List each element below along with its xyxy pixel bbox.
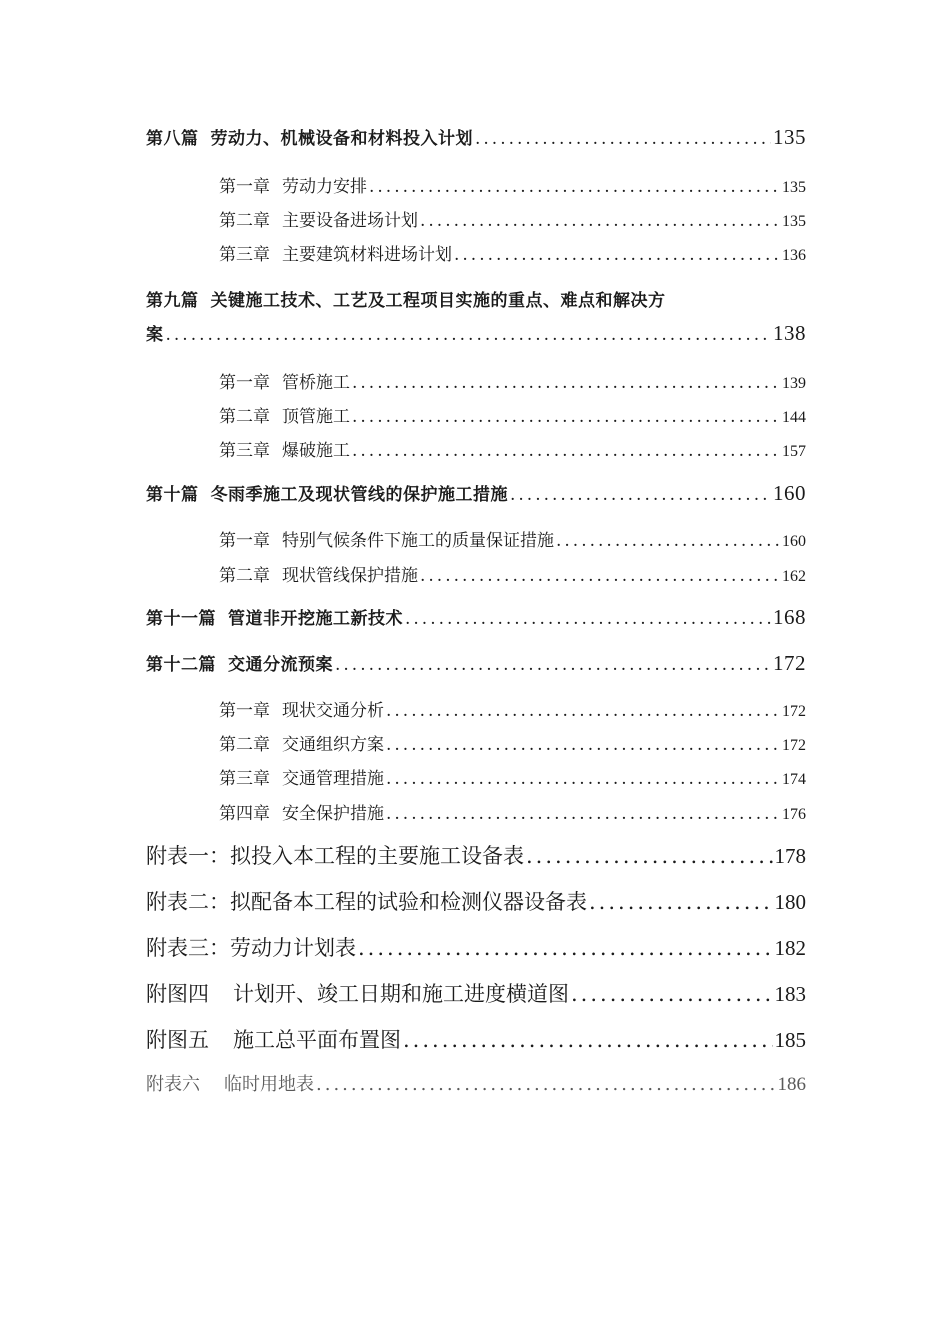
toc-page-number: 178 — [774, 844, 806, 868]
toc-page-number: 176 — [782, 806, 806, 823]
toc-leader-dots — [386, 769, 780, 789]
toc-part-title-cont: 案 — [146, 325, 164, 345]
toc-leader-dots — [335, 655, 771, 675]
toc-chapter[interactable] — [219, 526, 806, 551]
toc-chapter-title: 现状交通分析 — [282, 701, 384, 721]
toc-leader-dots — [510, 485, 771, 505]
toc-page-number: 157 — [782, 443, 806, 460]
toc-appendix-1[interactable] — [146, 840, 806, 870]
toc-part-label: 第八篇 — [146, 129, 199, 149]
toc-chapter-title: 主要建筑材料进场计划 — [282, 245, 452, 265]
toc-page-number: 135 — [773, 125, 806, 149]
toc-chapter-label: 第三章 — [219, 245, 270, 265]
toc-part-8[interactable] — [146, 124, 806, 150]
toc-part-label: 第十二篇 — [146, 655, 216, 675]
toc-chapter-title: 交通组织方案 — [282, 735, 384, 755]
toc-chapter[interactable] — [219, 368, 806, 393]
toc-chapter-label: 第一章 — [219, 701, 270, 721]
toc-appendix-label: 附表三： — [146, 936, 230, 960]
toc-chapter-title: 主要设备进场计划 — [282, 211, 418, 231]
toc-page-number: 160 — [782, 533, 806, 550]
toc-chapter-label: 第二章 — [219, 407, 270, 427]
toc-chapter-label: 第一章 — [219, 531, 270, 551]
toc-part-9-line1[interactable] — [146, 286, 806, 311]
toc-leader-dots — [316, 1074, 776, 1095]
toc-chapter-label: 第三章 — [219, 769, 270, 789]
toc-page-number: 180 — [774, 890, 806, 914]
toc-chapter-title: 顶管施工 — [282, 407, 350, 427]
toc-leader-dots — [403, 1028, 773, 1052]
toc-leader-dots — [556, 531, 780, 551]
toc-appendix-6[interactable] — [146, 1070, 806, 1096]
toc-appendix-4[interactable] — [146, 978, 806, 1008]
toc-page-number: 160 — [773, 481, 806, 505]
toc-chapter-label: 第三章 — [219, 441, 270, 461]
toc-appendix-3[interactable] — [146, 932, 806, 962]
toc-chapter[interactable] — [219, 206, 806, 231]
toc-appendix-title: 拟投入本工程的主要施工设备表 — [230, 844, 524, 868]
toc-chapter-title: 管桥施工 — [282, 373, 350, 393]
toc-part-title: 管道非开挖施工新技术 — [228, 609, 403, 629]
toc-chapter-label: 第二章 — [219, 211, 270, 231]
toc-chapter-title: 现状管线保护措施 — [282, 566, 418, 586]
toc-leader-dots — [352, 407, 780, 427]
toc-appendix-title: 计划开、竣工日期和施工进度横道图 — [233, 982, 569, 1006]
toc-page-number: 136 — [782, 247, 806, 264]
toc-page-number: 168 — [773, 605, 806, 629]
toc-chapter-label: 第一章 — [219, 373, 270, 393]
toc-leader-dots — [386, 735, 780, 755]
toc-leader-dots — [571, 982, 773, 1006]
toc-appendix-label: 附表六 — [146, 1074, 200, 1095]
toc-chapter[interactable] — [219, 172, 806, 197]
toc-leader-dots — [166, 325, 772, 345]
toc-appendix-title: 施工总平面布置图 — [233, 1028, 401, 1052]
toc-appendix-label: 附图五 — [146, 1028, 209, 1052]
toc-chapter-title: 安全保护措施 — [282, 804, 384, 824]
toc-chapter-title: 爆破施工 — [282, 441, 350, 461]
toc-leader-dots — [475, 129, 771, 149]
toc-part-9-line2[interactable] — [146, 320, 806, 346]
toc-page-number: 172 — [782, 737, 806, 754]
toc-appendix-title: 劳动力计划表 — [230, 936, 356, 960]
toc-chapter-title: 劳动力安排 — [282, 177, 367, 197]
toc-chapter[interactable] — [219, 402, 806, 427]
toc-chapter[interactable] — [219, 764, 806, 789]
toc-part-title: 劳动力、机械设备和材料投入计划 — [210, 129, 473, 149]
toc-part-10[interactable] — [146, 480, 806, 506]
toc-leader-dots — [420, 211, 780, 231]
toc-chapter[interactable] — [219, 240, 806, 265]
toc-leader-dots — [589, 890, 773, 914]
toc-part-11[interactable] — [146, 604, 806, 630]
toc-part-title: 冬雨季施工及现状管线的保护施工措施 — [210, 485, 508, 505]
toc-chapter[interactable] — [219, 696, 806, 721]
toc-page-number: 135 — [782, 179, 806, 196]
toc-appendix-title: 临时用地表 — [224, 1074, 314, 1095]
toc-appendix-label: 附图四 — [146, 982, 209, 1006]
toc-part-label: 第十一篇 — [146, 609, 216, 629]
toc-page-number: 139 — [782, 375, 806, 392]
toc-page-number: 172 — [773, 651, 806, 675]
toc-part-label: 第九篇 — [146, 291, 199, 311]
toc-appendix-title: 拟配备本工程的试验和检测仪器设备表 — [230, 890, 587, 914]
toc-chapter[interactable] — [219, 436, 806, 461]
toc-leader-dots — [352, 373, 780, 393]
toc-leader-dots — [454, 245, 780, 265]
toc-leader-dots — [526, 844, 773, 868]
toc-part-label: 第十篇 — [146, 485, 199, 505]
toc-page-number: 183 — [774, 982, 806, 1006]
toc-leader-dots — [420, 566, 780, 586]
toc-leader-dots — [386, 804, 780, 824]
toc-page-number: 172 — [782, 703, 806, 720]
toc-page-number: 135 — [782, 213, 806, 230]
toc-leader-dots — [358, 936, 773, 960]
toc-chapter[interactable] — [219, 730, 806, 755]
toc-chapter-title: 交通管理措施 — [282, 769, 384, 789]
toc-chapter[interactable] — [219, 561, 806, 586]
toc-chapter-title: 特别气候条件下施工的质量保证措施 — [282, 531, 554, 551]
toc-part-title: 交通分流预案 — [228, 655, 333, 675]
toc-page-number: 138 — [773, 321, 806, 345]
toc-page-number: 182 — [774, 936, 806, 960]
toc-leader-dots — [405, 609, 771, 629]
toc-appendix-label: 附表一： — [146, 844, 230, 868]
toc-page-number: 144 — [782, 409, 806, 426]
toc-chapter-label: 第四章 — [219, 804, 270, 824]
toc-appendix-2[interactable] — [146, 886, 806, 916]
toc-chapter-label: 第二章 — [219, 566, 270, 586]
toc-page-number: 174 — [782, 771, 806, 788]
toc-chapter-label: 第一章 — [219, 177, 270, 197]
toc-part-title: 关键施工技术、工艺及工程项目实施的重点、难点和解决方 — [210, 291, 666, 311]
toc-leader-dots — [386, 701, 780, 721]
toc-page-number: 185 — [774, 1028, 806, 1052]
toc-chapter[interactable] — [219, 799, 806, 824]
toc-page-number: 186 — [777, 1074, 806, 1095]
toc-part-12[interactable] — [146, 650, 806, 676]
toc-appendix-5[interactable] — [146, 1024, 806, 1054]
toc-leader-dots — [369, 177, 780, 197]
toc-page-number: 162 — [782, 568, 806, 585]
toc-appendix-label: 附表二： — [146, 890, 230, 914]
toc-chapter-label: 第二章 — [219, 735, 270, 755]
toc-leader-dots — [352, 441, 780, 461]
